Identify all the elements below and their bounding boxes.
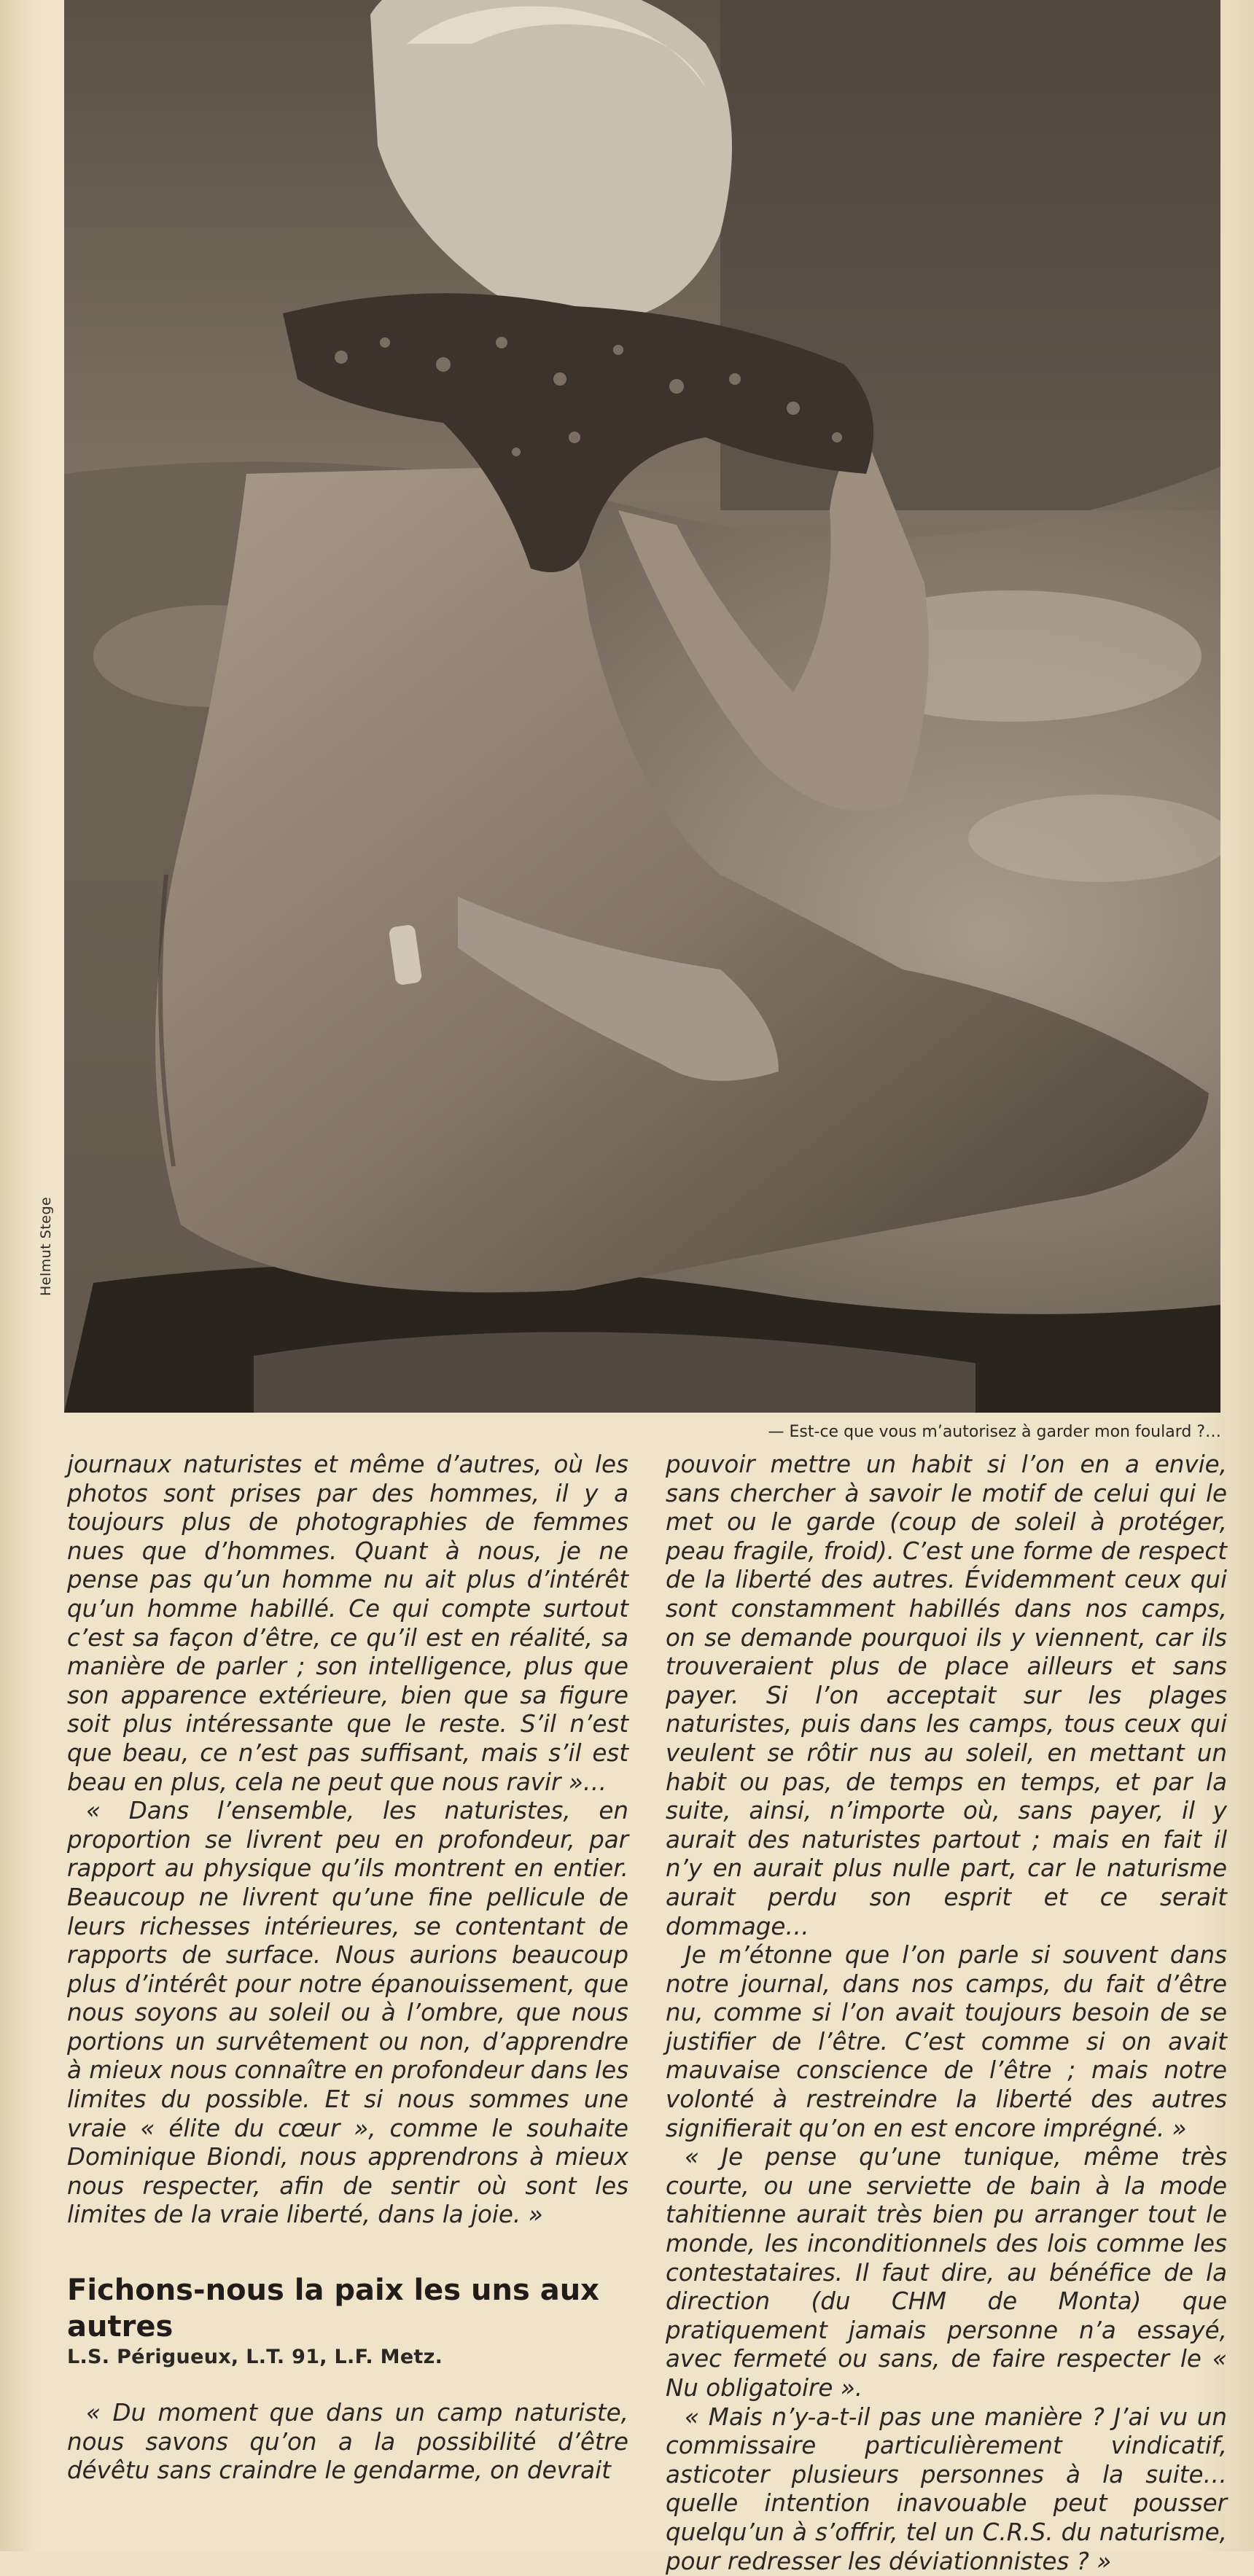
left-text-column: [67, 1451, 628, 2486]
woman-on-beach-image: [64, 0, 1220, 1413]
body-paragraph: « Je pense qu’une tunique, même très courte, ou une serviette de bain à la mode tahitienne aurait très bien pu arranger tout le monde, les inconditionnels des lois comme les contestataires. Il faut dire, au bénéfice de la direction (du CHM de Monta) que pratiquement jamais personne n’a essayé, avec fermeté ou sans, de faire respecter le « Nu obligatoire ».: [666, 2143, 1227, 2402]
photo-credit: Helmut Stege: [38, 1196, 54, 1296]
right-text-column: [666, 1451, 1227, 2576]
beach-photograph: [64, 0, 1220, 1413]
article-byline: L.S. Périgueux, L.T. 91, L.F. Metz.: [67, 2346, 443, 2369]
section-heading: Fichons-nous la paix les uns aux autres: [67, 2273, 599, 2344]
body-paragraph: Je m’étonne que l’on parle si souvent dans notre journal, dans nos camps, du fait d’être nu, comme si l’on avait toujours besoin de se justifier de l’être. C’est comme si on avait mauvaise conscience de l’être ; mais notre volonté à restreindre la liberté des autres signifierait qu’on en est encore imprégné. »: [666, 1941, 1227, 2142]
body-paragraph: pouvoir mettre un habit si l’on en a envie, sans chercher à savoir le motif de celui qui le met ou le garde (coup de soleil à protéger, peau fragile, froid). C’est une forme de respect de la liberté des autres. Évidemment ceux qui sont constamment habillés dans nos camps, on se demande pourquoi ils y viennent, car ils trouveraient plus de place ailleurs et sans payer. Si l’on acceptait sur les plages naturistes, puis dans les camps, tous ceux qui veulent se rôtir nus au soleil, en mettant un habit ou pas, de temps en temps, et par la suite, ainsi, n’importe où, sans payer, il y aurait des naturistes partout ; mais en fait il n’y en aurait plus nulle part, car le naturisme aurait perdu son esprit et ce serait dommage…: [666, 1451, 1227, 1940]
body-paragraph: « Dans l’ensemble, les naturistes, en proportion se livrent peu en profondeur, par rapport au physique qu’ils montrent en entier. Beaucoup ne livrent qu’une fine pellicule de leurs richesses intérieures, se contentant de rapports de surface. Nous aurions beaucoup plus d’intérêt pour notre épanouissement, que nous soyons au soleil ou à l’ombre, que nous portions un survêtement ou non, d’apprendre à mieux nous connaître en profondeur dans les limites du possible. Et si nous sommes une vraie « élite du cœur », comme le souhaite Dominique Biondi, nous apprendrons à mieux nous respecter, afin de sentir où sont les limites de la vraie liberté, dans la joie. »: [67, 1797, 628, 2229]
spacer: [67, 2370, 628, 2399]
body-paragraph: « Du moment que dans un camp naturiste, nous savons qu’on a la possibilité d’être dévêtu sans craindre le gendarme, on devrait: [67, 2399, 628, 2485]
body-paragraph: « Mais n’y-a-t-il pas une manière ? J’ai vu un commissaire particulièrement vindicatif, asticoter plusieurs personnes à la suite… quelle intention inavouable peut pousser quelqu’un à s’offrir, tel un C.R.S. du naturisme, pour redresser les déviationnistes ? »: [666, 2403, 1227, 2575]
photo-caption: — Est-ce que vous m’autorisez à garder mon foulard ?…: [768, 1423, 1221, 1441]
body-paragraph: journaux naturistes et même d’autres, où les photos sont prises par des hommes, il y a toujours plus de photographies de femmes nues que d’hommes. Quant à nous, je ne pense pas qu’un homme nu ait plus d’intérêt qu’un homme habillé. Ce qui compte surtout c’est sa façon d’être, ce qu’il est en réalité, sa manière de parler ; son intelligence, plus que son apparence extérieure, bien que sa figure soit plus intéressante que le reste. S’il n’est que beau, ce n’est pas suffisant, mais s’il est beau en plus, cela ne peut que nous ravir »…: [67, 1451, 628, 1796]
